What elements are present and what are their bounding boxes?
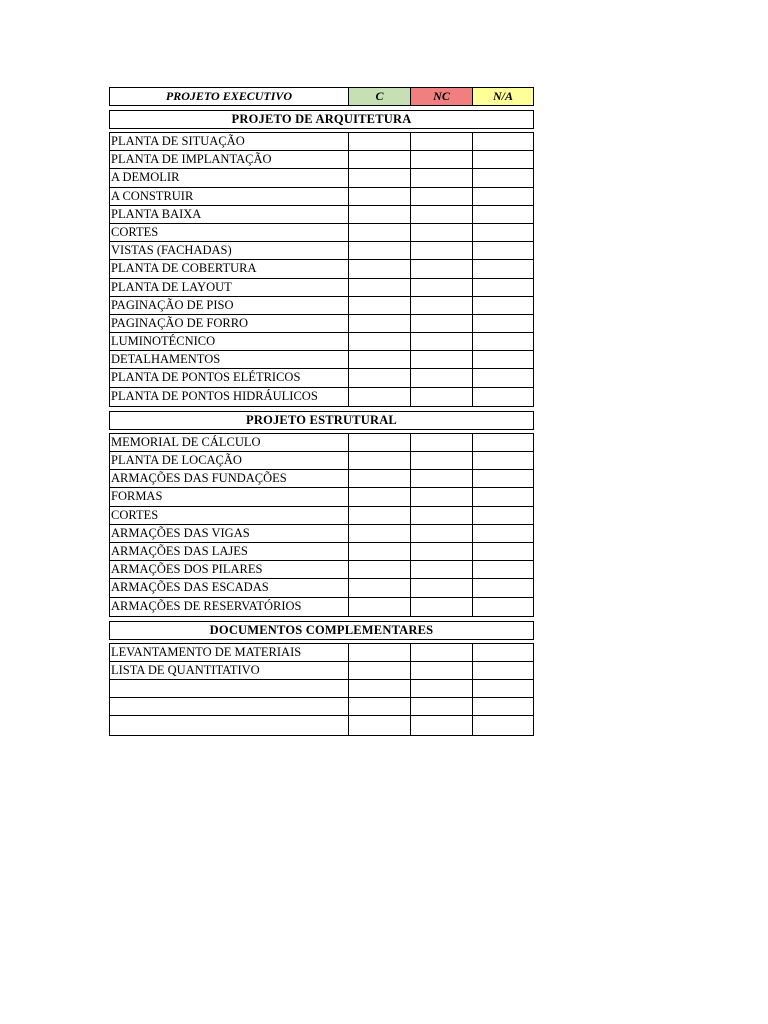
cell-c[interactable] [349,434,411,451]
cell-nc[interactable] [411,315,473,332]
cell-c[interactable] [349,206,411,223]
row-label: LUMINOTÉCNICO [110,333,349,350]
cell-c[interactable] [349,151,411,168]
row-label: ARMAÇÕES DAS ESCADAS [110,579,349,596]
cell-nc[interactable] [411,543,473,560]
checklist-row [110,662,533,680]
section-title: PROJETO ESTRUTURAL [109,411,534,430]
cell-na[interactable] [473,698,533,715]
cell-nc[interactable] [411,188,473,205]
row-label [110,716,349,734]
cell-nc[interactable] [411,297,473,314]
row-label: VISTAS (FACHADAS) [110,242,349,259]
checklist-row [110,543,533,561]
row-label: MEMORIAL DE CÁLCULO [110,434,349,451]
cell-na[interactable] [473,297,533,314]
cell-nc[interactable] [411,169,473,186]
checklist-row [110,698,533,716]
cell-nc[interactable] [411,698,473,715]
section-rows [109,132,534,407]
cell-nc[interactable] [411,452,473,469]
cell-nc[interactable] [411,434,473,451]
cell-nc[interactable] [411,351,473,368]
checklist-row [110,279,533,297]
row-label: PLANTA DE LOCAÇÃO [110,452,349,469]
cell-na[interactable] [473,242,533,259]
checklist-row [110,388,533,406]
cell-na[interactable] [473,133,533,150]
cell-na[interactable] [473,434,533,451]
cell-na[interactable] [473,644,533,661]
section-title: PROJETO DE ARQUITETURA [109,110,534,129]
checklist-row [110,315,533,333]
cell-c[interactable] [349,279,411,296]
header-title: PROJETO EXECUTIVO [110,88,349,105]
row-label: ARMAÇÕES DAS FUNDAÇÕES [110,470,349,487]
cell-nc[interactable] [411,644,473,661]
cell-nc[interactable] [411,579,473,596]
cell-nc[interactable] [411,260,473,277]
cell-nc[interactable] [411,388,473,406]
cell-c[interactable] [349,525,411,542]
header-col-nc: NC [411,88,473,105]
checklist-row [110,242,533,260]
cell-c[interactable] [349,369,411,386]
section-rows [109,643,534,736]
cell-na[interactable] [473,470,533,487]
checklist-row [110,133,533,151]
cell-c[interactable] [349,488,411,505]
cell-c[interactable] [349,333,411,350]
cell-c[interactable] [349,315,411,332]
row-label: PLANTA DE LAYOUT [110,279,349,296]
cell-c[interactable] [349,388,411,406]
cell-c[interactable] [349,543,411,560]
row-label: A DEMOLIR [110,169,349,186]
checklist-row [110,644,533,662]
checklist-row [110,470,533,488]
checklist-row [110,716,533,734]
row-label: CORTES [110,507,349,524]
row-label: PLANTA DE PONTOS HIDRÁULICOS [110,388,349,406]
cell-c[interactable] [349,680,411,697]
row-label: PLANTA DE COBERTURA [110,260,349,277]
cell-nc[interactable] [411,488,473,505]
row-label: PAGINAÇÃO DE FORRO [110,315,349,332]
cell-c[interactable] [349,644,411,661]
row-label: ARMAÇÕES DAS LAJES [110,543,349,560]
checklist-row [110,260,533,278]
checklist-row [110,206,533,224]
section-title: DOCUMENTOS COMPLEMENTARES [109,621,534,640]
row-label: ARMAÇÕES DAS VIGAS [110,525,349,542]
cell-nc[interactable] [411,680,473,697]
cell-nc[interactable] [411,242,473,259]
row-label: PLANTA DE PONTOS ELÉTRICOS [110,369,349,386]
cell-na[interactable] [473,716,533,734]
cell-na[interactable] [473,169,533,186]
header-col-c: C [349,88,411,105]
cell-nc[interactable] [411,507,473,524]
cell-c[interactable] [349,351,411,368]
row-label: PLANTA DE IMPLANTAÇÃO [110,151,349,168]
cell-nc[interactable] [411,133,473,150]
cell-na[interactable] [473,315,533,332]
cell-nc[interactable] [411,598,473,616]
cell-na[interactable] [473,579,533,596]
cell-na[interactable] [473,369,533,386]
checklist-row [110,333,533,351]
cell-c[interactable] [349,507,411,524]
checklist-row [110,525,533,543]
row-label: PLANTA BAIXA [110,206,349,223]
sections-container [109,110,534,736]
cell-c[interactable] [349,169,411,186]
section-rows [109,433,534,617]
header-col-na: N/A [473,88,533,105]
row-label: LISTA DE QUANTITATIVO [110,662,349,679]
row-label: PLANTA DE SITUAÇÃO [110,133,349,150]
cell-c[interactable] [349,452,411,469]
checklist-sheet [109,87,534,736]
cell-na[interactable] [473,151,533,168]
checklist-row [110,434,533,452]
checklist-row [110,351,533,369]
cell-c[interactable] [349,470,411,487]
cell-na[interactable] [473,452,533,469]
cell-c[interactable] [349,579,411,596]
row-label: LEVANTAMENTO DE MATERIAIS [110,644,349,661]
cell-nc[interactable] [411,561,473,578]
cell-na[interactable] [473,525,533,542]
checklist-row [110,297,533,315]
checklist-row [110,452,533,470]
cell-nc[interactable] [411,369,473,386]
checklist-row [110,680,533,698]
cell-c[interactable] [349,188,411,205]
cell-nc[interactable] [411,224,473,241]
checklist-row [110,507,533,525]
cell-na[interactable] [473,351,533,368]
row-label: ARMAÇÕES DOS PILARES [110,561,349,578]
cell-na[interactable] [473,206,533,223]
cell-c[interactable] [349,698,411,715]
cell-c[interactable] [349,561,411,578]
checklist-row [110,151,533,169]
cell-nc[interactable] [411,279,473,296]
cell-na[interactable] [473,561,533,578]
cell-na[interactable] [473,662,533,679]
cell-na[interactable] [473,260,533,277]
checklist-row [110,369,533,387]
cell-nc[interactable] [411,333,473,350]
row-label: PAGINAÇÃO DE PISO [110,297,349,314]
checklist-row [110,598,533,616]
cell-na[interactable] [473,279,533,296]
row-label: CORTES [110,224,349,241]
cell-c[interactable] [349,662,411,679]
row-label: ARMAÇÕES DE RESERVATÓRIOS [110,598,349,616]
row-label: FORMAS [110,488,349,505]
row-label [110,680,349,697]
row-label [110,698,349,715]
cell-c[interactable] [349,224,411,241]
cell-na[interactable] [473,488,533,505]
checklist-row [110,561,533,579]
cell-c[interactable] [349,598,411,616]
checklist-row [110,224,533,242]
cell-na[interactable] [473,680,533,697]
checklist-row [110,188,533,206]
cell-na[interactable] [473,598,533,616]
cell-nc[interactable] [411,151,473,168]
row-label: A CONSTRUIR [110,188,349,205]
row-label: DETALHAMENTOS [110,351,349,368]
cell-na[interactable] [473,333,533,350]
cell-nc[interactable] [411,716,473,734]
cell-c[interactable] [349,133,411,150]
cell-na[interactable] [473,388,533,406]
cell-na[interactable] [473,224,533,241]
cell-na[interactable] [473,543,533,560]
cell-na[interactable] [473,188,533,205]
cell-nc[interactable] [411,662,473,679]
cell-c[interactable] [349,297,411,314]
cell-c[interactable] [349,716,411,734]
header-row [109,87,534,106]
cell-na[interactable] [473,507,533,524]
cell-nc[interactable] [411,470,473,487]
cell-c[interactable] [349,260,411,277]
cell-nc[interactable] [411,206,473,223]
checklist-row [110,579,533,597]
checklist-row [110,488,533,506]
checklist-row [110,169,533,187]
cell-c[interactable] [349,242,411,259]
cell-nc[interactable] [411,525,473,542]
